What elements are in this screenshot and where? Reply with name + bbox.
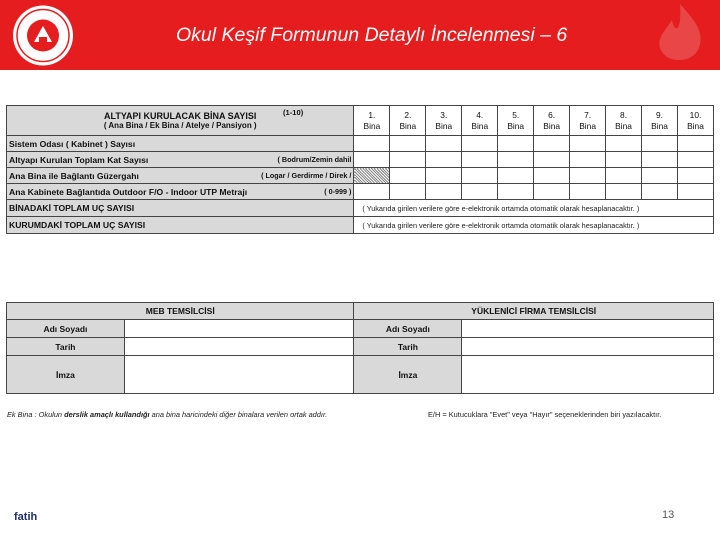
page-number: 13 xyxy=(662,509,675,521)
contractor-signature-label: İmza xyxy=(354,356,462,394)
institution-total-label: KURUMDAKİ TOPLAM UÇ SAYISI xyxy=(7,217,354,234)
input-cell[interactable] xyxy=(570,184,606,200)
input-cell[interactable] xyxy=(426,168,462,184)
connection-label: Ana Bina ile Bağlantı Güzergahı xyxy=(9,170,139,181)
yes-no-footnote: E/H = Kutucuklara "Evet" veya "Hayır" seçeneklerinden biri yazılacaktır. xyxy=(428,410,662,419)
outdoor-cable-row-label xyxy=(7,184,354,200)
input-cell[interactable] xyxy=(534,168,570,184)
input-cell[interactable] xyxy=(498,168,534,184)
connection-row-label xyxy=(7,168,354,184)
input-cell[interactable] xyxy=(390,184,426,200)
contractor-name-field[interactable] xyxy=(462,320,714,338)
building-8-header: 8. Bina xyxy=(606,106,642,136)
input-cell[interactable] xyxy=(534,184,570,200)
input-cell[interactable] xyxy=(498,152,534,168)
input-cell[interactable] xyxy=(642,184,678,200)
header-band xyxy=(0,0,720,70)
input-cell[interactable] xyxy=(462,136,498,152)
input-cell[interactable] xyxy=(570,152,606,168)
meb-representative-header: MEB TEMSİLCİSİ xyxy=(7,303,354,320)
infrastructure-table xyxy=(6,105,714,234)
input-cell[interactable] xyxy=(677,136,713,152)
input-cell[interactable] xyxy=(426,184,462,200)
footnote-emphasis: derslik amaçlı kullandığı xyxy=(64,410,150,419)
floor-count-note: ( Bodrum/Zemin dahil xyxy=(277,154,352,164)
input-cell[interactable] xyxy=(677,168,713,184)
input-cell[interactable] xyxy=(426,152,462,168)
input-cell[interactable] xyxy=(534,152,570,168)
building-10-header: 10. Bina xyxy=(677,106,713,136)
annex-building-footnote: Ek Bina : Okulun derslik amaçlı kullandığı ana bina haricindeki diğer binalara verilen ortak addır. xyxy=(7,410,328,419)
input-cell[interactable] xyxy=(390,168,426,184)
contractor-signature-field[interactable] xyxy=(462,356,714,394)
building-7-header: 7. Bina xyxy=(570,106,606,136)
input-cell[interactable] xyxy=(498,184,534,200)
input-cell[interactable] xyxy=(606,136,642,152)
building-total-label: BİNADAKİ TOPLAM UÇ SAYISI xyxy=(7,200,354,217)
outdoor-cable-note: ( 0-999 ) xyxy=(324,186,352,196)
meb-name-field[interactable] xyxy=(124,320,354,338)
meb-logo-icon xyxy=(8,4,78,67)
input-cell[interactable] xyxy=(354,184,390,200)
infra-heading: ALTYAPI KURULACAK BİNA SAYISI xyxy=(104,111,257,121)
building-6-header: 6. Bina xyxy=(534,106,570,136)
input-cell[interactable] xyxy=(570,136,606,152)
input-cell[interactable] xyxy=(642,168,678,184)
building-9-header: 9. Bina xyxy=(642,106,678,136)
institution-total-note: ( Yukarıda girilen verilere göre e-elektronik ortamda otomatik olarak hesaplanacaktır. ) xyxy=(354,217,714,234)
connection-note: ( Logar / Gerdirme / Direk / xyxy=(261,170,352,180)
flame-watermark-icon xyxy=(646,2,714,70)
input-cell[interactable] xyxy=(498,136,534,152)
input-cell[interactable] xyxy=(642,152,678,168)
meb-name-label: Adı Soyadı xyxy=(7,320,125,338)
building-4-header: 4. Bina xyxy=(462,106,498,136)
signature-table xyxy=(6,302,714,394)
input-cell[interactable] xyxy=(354,136,390,152)
meb-signature-label: İmza xyxy=(7,356,125,394)
input-cell[interactable] xyxy=(462,184,498,200)
input-cell[interactable] xyxy=(642,136,678,152)
floor-count-label: Altyapı Kurulan Toplam Kat Sayısı xyxy=(9,154,149,165)
contractor-representative-header: YÜKLENİCİ FİRMA TEMSİLCİSİ xyxy=(354,303,714,320)
contractor-date-label: Tarih xyxy=(354,338,462,356)
server-room-label: Sistem Odası ( Kabinet ) Sayısı xyxy=(7,136,354,152)
input-cell[interactable] xyxy=(462,152,498,168)
input-cell[interactable] xyxy=(606,184,642,200)
infra-subheading: ( Ana Bina / Ek Bina / Atelye / Pansiyon ) xyxy=(103,121,257,130)
building-2-header: 2. Bina xyxy=(390,106,426,136)
input-cell[interactable] xyxy=(606,168,642,184)
contractor-date-field[interactable] xyxy=(462,338,714,356)
input-cell[interactable] xyxy=(677,184,713,200)
page-title: Okul Keşif Formunun Detaylı İncelenmesi – 6 xyxy=(176,24,568,46)
building-3-header: 3. Bina xyxy=(426,106,462,136)
building-1-header: 1. Bina xyxy=(354,106,390,136)
contractor-name-label: Adı Soyadı xyxy=(354,320,462,338)
input-cell[interactable] xyxy=(534,136,570,152)
outdoor-cable-label: Ana Kabinete Bağlantıda Outdoor F/O - Indoor UTP Metrajı xyxy=(9,186,248,197)
fatih-logo: fatih xyxy=(14,511,38,523)
disabled-cell xyxy=(354,168,390,184)
input-cell[interactable] xyxy=(462,168,498,184)
building-total-note: ( Yukarıda girilen verilere göre e-elektronik ortamda otomatik olarak hesaplanacaktır. ) xyxy=(354,200,714,217)
meb-date-field[interactable] xyxy=(124,338,354,356)
input-cell[interactable] xyxy=(390,136,426,152)
meb-date-label: Tarih xyxy=(7,338,125,356)
input-cell[interactable] xyxy=(570,168,606,184)
building-count-range: (1-10) xyxy=(283,108,304,117)
input-cell[interactable] xyxy=(390,152,426,168)
floor-count-row-label xyxy=(7,152,354,168)
building-5-header: 5. Bina xyxy=(498,106,534,136)
input-cell[interactable] xyxy=(677,152,713,168)
input-cell[interactable] xyxy=(606,152,642,168)
meb-signature-field[interactable] xyxy=(124,356,354,394)
input-cell[interactable] xyxy=(354,152,390,168)
input-cell[interactable] xyxy=(426,136,462,152)
